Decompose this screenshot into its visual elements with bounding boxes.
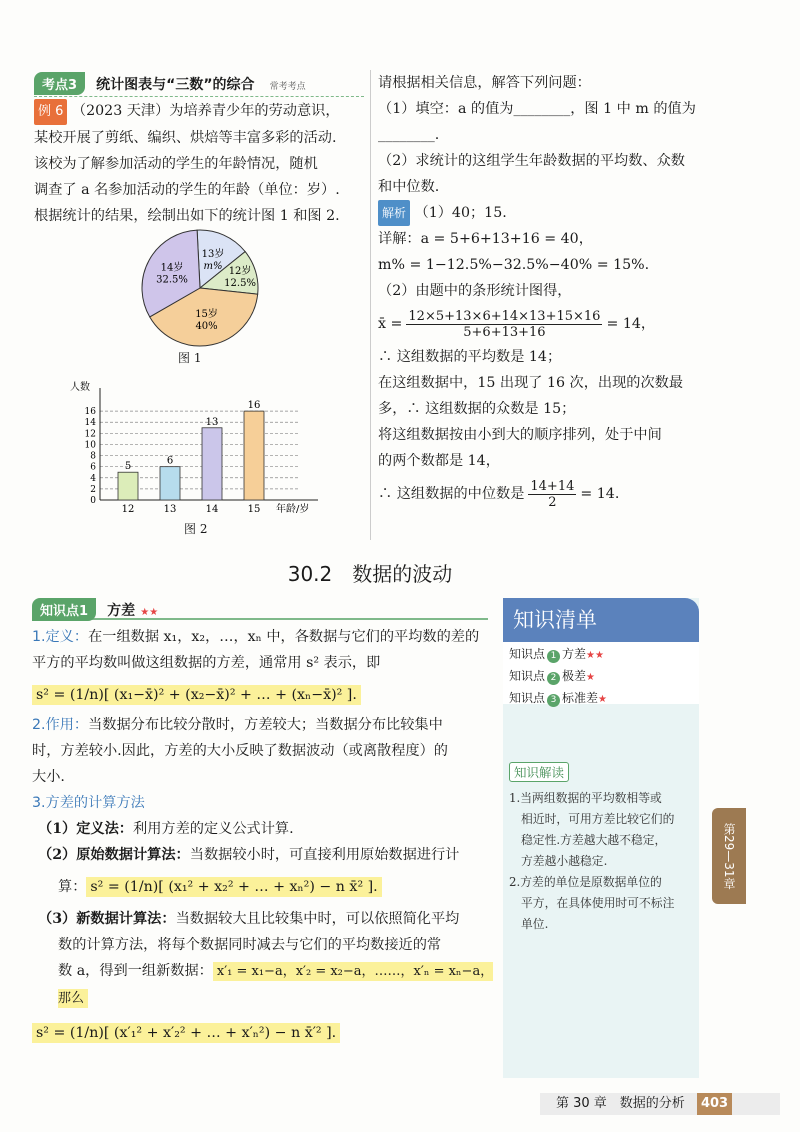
y-tick-label: 8 xyxy=(90,451,96,462)
side-item-label: 知识点 xyxy=(509,691,546,705)
conclusion-line: 多，∴ 这组数据的众数是 15； xyxy=(378,401,576,417)
example-line: 根据统计的结果，绘制出如下的统计图 1 和图 2. xyxy=(34,208,340,224)
side-item-stars: ★ xyxy=(598,694,607,705)
bar xyxy=(244,411,264,500)
column-divider xyxy=(370,70,371,540)
question-line: （1）填空：a 的值为________，图 1 中 m 的值为 xyxy=(378,101,696,117)
example-line: 该校为了解参加活动的学生的年龄情况，随机 xyxy=(34,156,318,172)
bar-value-label: 16 xyxy=(247,400,261,412)
pie-slice-label: 12岁 xyxy=(228,266,252,278)
method3-text: 数的计算方法，将每个数据同时减去与它们的平均数接近的常 xyxy=(58,937,442,953)
example-block xyxy=(34,98,366,229)
median-numerator: 14+14 xyxy=(530,478,575,494)
def-heading: 1.定义： xyxy=(32,629,89,645)
side-title: 知识清单 xyxy=(503,598,699,642)
pie-chart xyxy=(130,228,270,348)
side-item-text: 极差 xyxy=(562,669,587,683)
method3-text: 数 a，得到一组新数据： xyxy=(58,963,213,979)
side-notes xyxy=(509,788,695,935)
side-item-num: 1 xyxy=(547,650,560,663)
formula-new: s² = (1/n)[ (x′₁² + x′₂² + … + x′ₙ²) − n x̄′² ]. xyxy=(32,1023,340,1043)
zs-title: 方差 xyxy=(107,603,136,619)
kaodian-title: 统计图表与“三数”的综合 xyxy=(96,77,255,93)
conclusion-line: 将这组数据按由小到大的顺序排列，处于中间 xyxy=(378,427,662,443)
bar-chart xyxy=(64,378,344,518)
pie-slice-label: 14岁 xyxy=(160,262,184,274)
median-rhs: = 14. xyxy=(580,486,620,502)
mean-lhs: x̄ = xyxy=(378,316,403,332)
y-tick-label: 16 xyxy=(84,407,96,418)
footer-chapter: 第 30 章 数据的分析 xyxy=(556,1096,685,1111)
def-text: 在一组数据 x₁，x₂，…，xₙ 中，各数据与它们的平均数的差的 xyxy=(88,629,480,645)
question-line: ________. xyxy=(378,127,440,143)
y-tick-label: 4 xyxy=(90,473,96,484)
zs-tag: 知识点1 xyxy=(32,598,96,621)
bar-value-label: 13 xyxy=(205,416,219,428)
kaodian-header xyxy=(34,72,364,94)
pie-slice-percent: m% xyxy=(203,260,223,272)
bar-value-label: 5 xyxy=(124,461,132,473)
section-title: 30.2 数据的波动 xyxy=(287,562,453,586)
side-item-stars: ★ xyxy=(586,672,595,683)
jd-tag: 知识解读 xyxy=(509,762,569,782)
side-item-num: 3 xyxy=(547,694,560,707)
use-text: 大小. xyxy=(32,769,65,785)
x-tick-label: 12 xyxy=(121,504,135,515)
side-item-text: 方差 xyxy=(562,647,587,661)
pie-slice-percent: 40% xyxy=(195,321,218,333)
part2-line: （2）由题中的条形统计图得， xyxy=(378,283,572,299)
pie-slice-label: 13岁 xyxy=(201,248,225,260)
method1-heading: （1）定义法： xyxy=(38,821,133,837)
zs-body xyxy=(32,624,494,1046)
m-line: m% = 1−12.5%−32.5%−40% = 15%. xyxy=(378,257,650,273)
conclusion-line: 在这组数据中，15 出现了 16 次，出现的次数最 xyxy=(378,375,684,391)
method2-text: 算： xyxy=(58,879,87,895)
example-line: 某校开展了剪纸、编织、烘焙等丰富多彩的活动. xyxy=(34,130,337,146)
side-item-label: 知识点 xyxy=(509,647,546,661)
bar xyxy=(118,472,138,500)
formula-new-data: x′₁ = x₁−a，x′₂ = x₂−a，……，x′ₙ = xₙ−a，那么 xyxy=(58,964,494,1006)
right-column xyxy=(378,70,718,514)
side-list xyxy=(503,642,699,704)
method2-text: 当数据较小时，可直接利用原始数据进行计 xyxy=(189,847,460,863)
conclusion-line: 的两个数都是 14， xyxy=(378,453,500,469)
method1-text: 利用方差的定义公式计算. xyxy=(133,821,294,837)
example-tag: 例 6 xyxy=(34,99,67,125)
footer xyxy=(540,1093,780,1115)
pie-slice-percent: 32.5% xyxy=(156,274,188,286)
side-item-stars: ★★ xyxy=(586,650,604,661)
side-note-line: 相近时，可用方差比较它们的 xyxy=(521,812,675,826)
bar xyxy=(202,428,222,500)
side-note-line: 单位. xyxy=(521,917,549,931)
kaodian-badge: 常考考点 xyxy=(269,82,306,92)
median-formula xyxy=(378,474,718,514)
zs-stars: ★★ xyxy=(140,607,159,618)
y-tick-label: 2 xyxy=(90,484,96,495)
use-heading: 2.作用： xyxy=(32,717,89,733)
y-tick-label: 12 xyxy=(84,429,96,440)
side-item-label: 知识点 xyxy=(509,669,546,683)
kaodian-tag: 考点3 xyxy=(34,72,85,95)
use-text: 时，方差较小.因此，方差的大小反映了数据波动（或离散程度）的 xyxy=(32,743,448,759)
example-line: 调查了 a 名参加活动的学生的年龄（单位：岁）. xyxy=(34,182,340,198)
x-tick-label: 13 xyxy=(163,504,177,515)
y-tick-label: 14 xyxy=(84,418,96,429)
median-fraction xyxy=(528,479,576,510)
y-axis-label: 人数 xyxy=(70,382,90,393)
x-tick-label: 14 xyxy=(205,504,219,515)
answer-1: （1）40；15. xyxy=(414,205,507,221)
jiexi-tag: 解析 xyxy=(378,200,410,226)
side-jd xyxy=(509,762,569,782)
bar-value-label: 6 xyxy=(166,455,174,467)
chapter-tab[interactable]: 第29—31章 xyxy=(712,808,746,904)
y-tick-label: 10 xyxy=(84,440,96,451)
example-line: （2023 天津）为培养青少年的劳动意识， xyxy=(71,103,340,119)
mean-fraction xyxy=(406,309,602,340)
side-note-line: 2.方差的单位是原数据单位的 xyxy=(509,875,662,889)
method2-heading: （2）原始数据计算法： xyxy=(38,847,190,863)
method3-heading: （3）新数据计算法： xyxy=(38,911,176,927)
calc-heading: 3.方差的计算方法 xyxy=(32,795,145,811)
side-item xyxy=(509,688,693,710)
bar-caption: 图 2 xyxy=(184,522,208,536)
mean-denominator: 5+6+13+16 xyxy=(463,324,546,340)
mean-rhs: = 14， xyxy=(606,316,656,332)
side-item-text: 标准差 xyxy=(562,691,599,705)
question-line: （2）求统计的这组学生年龄数据的平均数、众数 xyxy=(378,153,685,169)
pie-slice-percent: 12.5% xyxy=(224,278,256,290)
use-text: 当数据分布比较分散时，方差较大；当数据分布比较集中 xyxy=(88,717,443,733)
x-tick-label: 15 xyxy=(247,504,261,515)
formula-def: s² = (1/n)[ (x₁−x̄)² + (x₂−x̄)² + … + (xₙ−x̄)² ]. xyxy=(32,685,361,705)
mean-formula xyxy=(378,304,718,344)
conclusion-line: ∴ 这组数据的平均数是 14； xyxy=(378,349,562,365)
x-axis-label: 年龄/岁 xyxy=(276,504,310,515)
pie-slice-label: 15岁 xyxy=(195,309,218,321)
formula-raw: s² = (1/n)[ (x₁² + x₂² + … + xₙ²) − n x̄² ]. xyxy=(86,877,381,897)
mean-numerator: 12×5+13×6+14×13+15×16 xyxy=(408,308,601,324)
y-tick-label: 6 xyxy=(90,462,96,473)
median-lhs: ∴ 这组数据的中位数是 xyxy=(378,486,525,502)
method3-text: 当数据较大且比较集中时，可以依照简化平均 xyxy=(175,911,460,927)
side-note-line: 方差越小越稳定. xyxy=(521,854,608,868)
detail-line: 详解：a = 5+6+13+16 = 40， xyxy=(378,231,593,247)
side-note-line: 稳定性.方差越大越不稳定， xyxy=(521,833,667,847)
median-denominator: 2 xyxy=(548,494,557,510)
def-text: 平方的平均数叫做这组数据的方差，通常用 s² 表示，即 xyxy=(32,655,381,671)
question-line: 和中位数. xyxy=(378,179,440,195)
bar xyxy=(160,467,180,500)
side-item xyxy=(509,666,693,688)
zs-header xyxy=(32,598,488,620)
side-item xyxy=(509,644,693,666)
pie-caption: 图 1 xyxy=(178,351,202,365)
side-note-line: 1.当两组数据的平均数相等或 xyxy=(509,791,662,805)
page-number: 403 xyxy=(697,1093,732,1115)
question-line: 请根据相关信息，解答下列问题： xyxy=(378,75,591,91)
side-item-num: 2 xyxy=(547,672,560,685)
side-note-line: 平方，在具体使用时可不标注 xyxy=(521,896,675,910)
y-tick-label: 0 xyxy=(90,496,96,506)
